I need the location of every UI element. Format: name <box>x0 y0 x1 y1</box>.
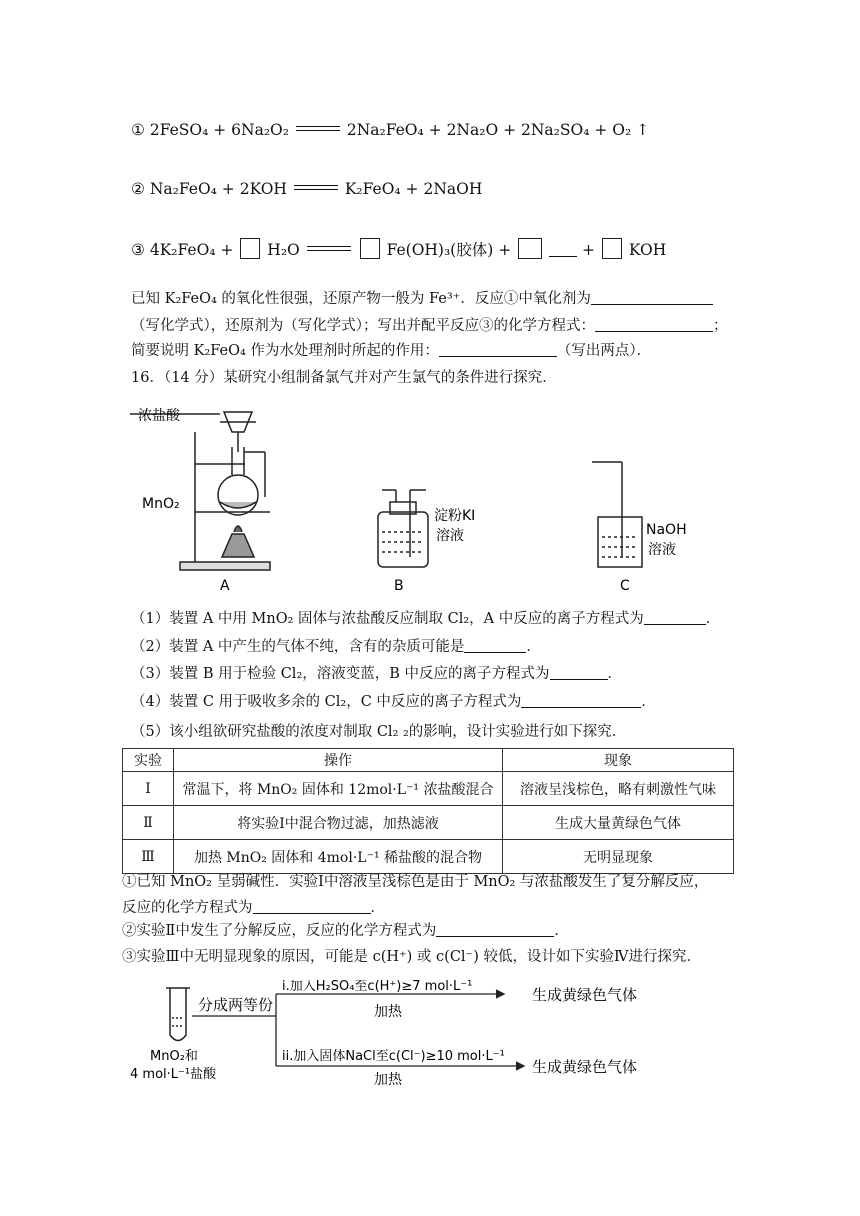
note-3: ③实验Ⅲ中无明显现象的原因，可能是 c(H⁺) 或 c(Cl⁻) 较低，设计如下实验Ⅳ进行探究． <box>122 949 701 965</box>
experiment-table <box>122 748 734 874</box>
q16-sub-2-text: （2）装置 A 中产生的气体不纯，含有的杂质可能是 <box>131 639 465 655</box>
q16-sub-2 <box>131 635 541 656</box>
reaction-1-lhs: 2FeSO₄ + 6Na₂O₂ <box>149 121 289 139</box>
q16-sub-2-end: ． <box>526 639 541 655</box>
reaction-3-lhs-a: 4K₂FeO₄ + <box>149 241 234 259</box>
coefficient-box <box>240 238 260 259</box>
table-header: 操作 <box>174 749 503 772</box>
experiment-iv-diagram <box>130 980 690 1090</box>
table-header-row <box>123 749 734 772</box>
reaction-1 <box>131 121 649 139</box>
coefficient-box <box>360 238 380 259</box>
q16-sub-5 <box>131 720 626 741</box>
reaction-2-number: ② <box>131 180 145 198</box>
reaction-2-rhs: K₂FeO₄ + 2NaOH <box>344 180 483 198</box>
q16-sub-4-end: ． <box>641 694 656 710</box>
note-1b-text: 反应的化学方程式为 <box>122 900 253 916</box>
table-cell: Ⅱ <box>123 806 174 840</box>
q16-sub-3-text: （3）装置 B 用于检验 Cl₂，溶液变蓝，B 中反应的离子方程式为 <box>131 666 550 682</box>
answer-blank <box>595 331 713 332</box>
apparatus-b <box>378 490 428 567</box>
q16-sub-1-text: （1）装置 A 中用 MnO₂ 固体与浓盐酸反应制取 Cl₂，A 中反应的离子方程式为 <box>131 611 644 627</box>
reaction-3 <box>131 238 666 260</box>
table-row <box>123 772 734 806</box>
table-cell: Ⅰ <box>123 772 174 806</box>
q15-line-1 <box>131 287 713 308</box>
step-ii-text: ii.加入固体NaCl至c(Cl⁻)≥10 mol·L⁻¹ <box>282 1049 505 1064</box>
reaction-3-number: ③ <box>131 241 145 259</box>
label-a: A <box>220 578 230 594</box>
q15-line-3 <box>131 339 651 360</box>
table-header: 现象 <box>503 749 734 772</box>
table-cell: 溶液呈浅棕色，略有刺激性气味 <box>503 772 734 806</box>
answer-blank <box>550 679 608 680</box>
label-solution-c: 溶液 <box>648 542 676 558</box>
table-cell: Ⅲ <box>123 840 174 874</box>
label-naoh: NaOH <box>646 522 687 538</box>
q16-heading: 16．（14 分）某研究小组制备氯气并对产生氯气的条件进行探究． <box>131 370 557 386</box>
step-ii-heat: 加热 <box>374 1072 402 1088</box>
step-i-result: 生成黄绿色气体 <box>532 986 638 1004</box>
table-header: 实验 <box>123 749 174 772</box>
label-mno2: MnO₂ <box>142 496 180 512</box>
equals-sign <box>294 185 338 190</box>
step-ii-result: 生成黄绿色气体 <box>532 1058 638 1076</box>
note-1a: ①已知 MnO₂ 呈弱碱性．实验Ⅰ中溶液呈浅棕色是由于 MnO₂ 与浓盐酸发生了复分解反应， <box>122 874 709 890</box>
label-b: B <box>394 578 404 594</box>
q15-text-3: 简要说明 K₂FeO₄ 作为水处理剂时所起的作用： <box>131 343 439 359</box>
reaction-1-rhs: 2Na₂FeO₄ + 2Na₂O + 2Na₂SO₄ + O₂ ↑ <box>346 121 650 139</box>
coefficient-box <box>602 238 622 259</box>
label-starch-ki: 淀粉KI <box>434 508 476 524</box>
reaction-2 <box>131 180 482 198</box>
table-cell: 常温下，将 MnO₂ 固体和 12mol·L⁻¹ 浓盐酸混合 <box>174 772 503 806</box>
reaction-2-lhs: Na₂FeO₄ + 2KOH <box>149 180 287 198</box>
apparatus-a <box>130 412 270 570</box>
q16-sub-4-text: （4）装置 C 用于吸收多余的 Cl₂，C 中反应的离子方程式为 <box>131 694 522 710</box>
reaction-3-rhs-c: KOH <box>628 241 667 259</box>
label-c: C <box>620 578 630 594</box>
note-2-end: ． <box>554 923 569 939</box>
equals-sign <box>307 246 351 251</box>
apparatus-figure <box>120 392 700 598</box>
reaction-3-rhs-b: + <box>582 241 595 259</box>
answer-blank <box>521 707 641 708</box>
answer-blank <box>436 936 554 937</box>
label-conc-hcl: 浓盐酸 <box>138 408 180 424</box>
q16-sub-5-text: （5）该小组欲研究盐酸的浓度对制取 Cl₂ ₂的影响，设计实验进行如下探究． <box>131 724 627 740</box>
answer-blank <box>253 913 371 914</box>
label-solution-b: 溶液 <box>436 528 464 544</box>
q16-sub-1 <box>131 607 720 628</box>
answer-blank <box>549 256 577 257</box>
table-cell: 将实验Ⅰ中混合物过滤，加热滤液 <box>174 806 503 840</box>
q15-line-2 <box>131 314 728 335</box>
table-cell: 加热 MnO₂ 固体和 4mol·L⁻¹ 稀盐酸的混合物 <box>174 840 503 874</box>
note-2-text: ②实验Ⅱ中发生了分解反应，反应的化学方程式为 <box>122 923 437 939</box>
q16-sub-3-end: ． <box>607 666 623 682</box>
note-1b-end: ． <box>370 900 385 916</box>
note-2 <box>122 919 569 940</box>
q16-sub-4 <box>131 690 656 711</box>
step-i-text: i.加入H₂SO₄至c(H⁺)≥7 mol·L⁻¹ <box>282 980 473 994</box>
coefficient-box <box>518 238 542 259</box>
tube-label-1: MnO₂和 <box>150 1049 198 1064</box>
table-row <box>123 806 734 840</box>
tube-label-2: 4 mol·L⁻¹盐酸 <box>130 1067 217 1082</box>
answer-blank <box>591 304 713 305</box>
apparatus-c <box>592 462 642 567</box>
q15-text-3-end: （写出两点）． <box>556 343 652 359</box>
reaction-3-lhs-b: H₂O <box>267 241 300 259</box>
note-1b <box>122 896 385 917</box>
step-i-heat: 加热 <box>374 1004 402 1020</box>
table-cell: 无明显现象 <box>503 840 734 874</box>
q15-text-2-end: ； <box>713 318 728 334</box>
answer-blank <box>464 652 526 653</box>
test-tube <box>166 988 190 1041</box>
q15-text-1: 已知 K₂FeO₄ 的氧化性很强，还原产物一般为 Fe³⁺．反应①中氧化剂为 <box>131 291 591 307</box>
table-row <box>123 840 734 874</box>
q16-sub-1-end: ． <box>705 611 721 627</box>
split-label: 分成两等份 <box>198 996 274 1014</box>
q15-text-2: （写化学式），还原剂为（写化学式）；写出并配平反应③的化学方程式： <box>131 318 595 334</box>
q16-sub-3 <box>131 662 622 683</box>
equals-sign <box>296 126 340 131</box>
answer-blank <box>439 356 557 357</box>
answer-blank <box>644 624 706 625</box>
reaction-3-rhs-a: Fe(OH)₃(胶体) + <box>386 241 512 259</box>
reaction-1-number: ① <box>131 121 145 139</box>
table-cell: 生成大量黄绿色气体 <box>503 806 734 840</box>
